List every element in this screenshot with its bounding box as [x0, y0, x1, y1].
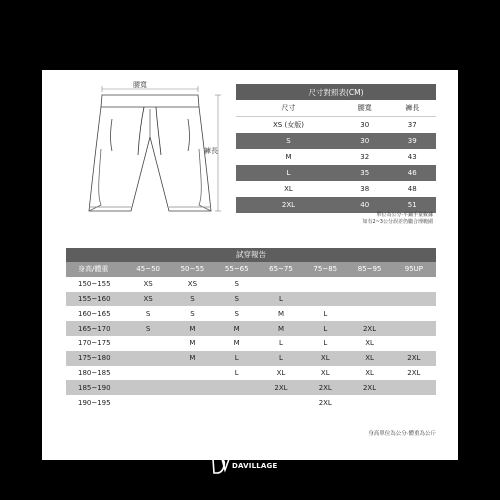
table-cell: M — [170, 336, 214, 351]
table-cell: XL — [303, 351, 347, 366]
table-cell: 2XL — [347, 321, 391, 336]
brand-logo — [212, 458, 292, 474]
table-cell: XL — [303, 366, 347, 381]
table-row — [66, 351, 436, 366]
length-header: 褲長 — [388, 100, 436, 117]
table-cell: 46 — [388, 165, 436, 181]
table-row — [66, 277, 436, 292]
note-line: 單位為公分·平鋪手量數據 — [376, 212, 433, 218]
table-cell: 165~170 — [66, 321, 126, 336]
table-cell: S — [126, 321, 170, 336]
shorts-diagram — [75, 77, 225, 217]
table-cell — [347, 292, 391, 307]
table-row — [236, 165, 436, 181]
table-cell: 40 — [341, 197, 389, 213]
table-cell — [392, 292, 436, 307]
table-cell — [259, 395, 303, 410]
table-row — [66, 321, 436, 336]
table-cell: S — [215, 277, 259, 292]
fit-report — [66, 248, 436, 410]
waist-label: 腰寬 — [133, 81, 147, 89]
table-cell — [347, 277, 391, 292]
table-row — [236, 133, 436, 149]
table-cell: 160~165 — [66, 306, 126, 321]
table-cell: L — [215, 366, 259, 381]
table-cell — [126, 380, 170, 395]
table-cell — [170, 395, 214, 410]
table-cell: M — [215, 321, 259, 336]
size-chart-table — [236, 84, 436, 213]
table-cell: S — [215, 292, 259, 307]
note-line: 如有2~3公分誤差仍屬合理範圍 — [362, 219, 433, 225]
table-cell: XL — [347, 366, 391, 381]
table-cell — [215, 395, 259, 410]
table-cell: 180~185 — [66, 366, 126, 381]
table-cell: 2XL — [347, 380, 391, 395]
table-cell: 37 — [388, 117, 436, 134]
column-header: 55~65 — [215, 262, 259, 277]
table-cell: S — [236, 133, 341, 149]
table-cell: 175~180 — [66, 351, 126, 366]
table-cell — [126, 336, 170, 351]
table-cell: 170~175 — [66, 336, 126, 351]
table-cell: L — [236, 165, 341, 181]
size-chart-title: 尺寸對照表(CM) — [236, 84, 436, 100]
table-cell: S — [170, 306, 214, 321]
table-cell — [170, 380, 214, 395]
column-header: 95UP — [392, 262, 436, 277]
table-cell: M — [170, 351, 214, 366]
table-cell: 39 — [388, 133, 436, 149]
table-cell: S — [215, 306, 259, 321]
column-header: 85~95 — [347, 262, 391, 277]
table-cell — [303, 277, 347, 292]
table-cell: XL — [236, 181, 341, 197]
column-header: 45~50 — [126, 262, 170, 277]
column-header: 身高/體重 — [66, 262, 126, 277]
table-row — [66, 336, 436, 351]
size-chart-note — [236, 212, 433, 226]
table-row — [66, 380, 436, 395]
table-row — [66, 306, 436, 321]
table-cell — [259, 277, 303, 292]
table-cell: L — [259, 292, 303, 307]
table-cell: L — [259, 336, 303, 351]
table-cell: 2XL — [236, 197, 341, 213]
table-cell: XL — [347, 351, 391, 366]
table-cell: M — [170, 321, 214, 336]
table-cell — [347, 395, 391, 410]
table-cell — [392, 395, 436, 410]
fit-report-table — [66, 262, 436, 410]
table-row — [236, 197, 436, 213]
table-cell: 155~160 — [66, 292, 126, 307]
table-cell: XL — [259, 366, 303, 381]
table-cell — [126, 395, 170, 410]
table-row — [66, 366, 436, 381]
column-header: 50~55 — [170, 262, 214, 277]
column-header: 75~85 — [303, 262, 347, 277]
table-cell — [392, 321, 436, 336]
table-cell — [303, 292, 347, 307]
table-cell: XS (女版) — [236, 117, 341, 134]
table-cell: 35 — [341, 165, 389, 181]
table-row — [236, 149, 436, 165]
size-header: 尺寸 — [236, 100, 341, 117]
table-cell: XL — [347, 336, 391, 351]
table-cell: L — [303, 321, 347, 336]
table-cell: M — [259, 321, 303, 336]
table-cell — [392, 336, 436, 351]
table-header-row — [66, 262, 436, 277]
davillage-logo-icon — [212, 458, 230, 474]
table-cell: 190~195 — [66, 395, 126, 410]
table-cell: M — [215, 336, 259, 351]
table-cell — [170, 366, 214, 381]
fit-report-note: 身高單位為公分·體重為公斤 — [368, 431, 436, 437]
table-cell — [392, 306, 436, 321]
table-cell: 2XL — [392, 351, 436, 366]
table-cell: XS — [170, 277, 214, 292]
table-cell: 30 — [341, 117, 389, 134]
table-cell: 48 — [388, 181, 436, 197]
table-cell: 150~155 — [66, 277, 126, 292]
table-cell — [126, 366, 170, 381]
table-cell: L — [215, 351, 259, 366]
brand-name: DAVILLAGE — [232, 462, 278, 470]
table-cell — [392, 277, 436, 292]
waist-header: 腰寬 — [341, 100, 389, 117]
table-cell: 38 — [341, 181, 389, 197]
table-cell: M — [236, 149, 341, 165]
table-cell: L — [259, 351, 303, 366]
table-cell — [215, 380, 259, 395]
table-cell: 2XL — [303, 380, 347, 395]
table-row — [236, 117, 436, 134]
table-cell: M — [259, 306, 303, 321]
table-cell: 32 — [341, 149, 389, 165]
table-row — [236, 181, 436, 197]
table-cell: 51 — [388, 197, 436, 213]
length-label: 褲長 — [204, 147, 218, 155]
table-cell: XS — [126, 292, 170, 307]
table-cell: S — [170, 292, 214, 307]
table-cell — [392, 380, 436, 395]
column-header: 65~75 — [259, 262, 303, 277]
table-row — [66, 292, 436, 307]
table-cell: XS — [126, 277, 170, 292]
table-cell — [347, 306, 391, 321]
table-cell: 185~190 — [66, 380, 126, 395]
table-cell: 43 — [388, 149, 436, 165]
table-cell: L — [303, 306, 347, 321]
table-cell: 30 — [341, 133, 389, 149]
table-cell: 2XL — [303, 395, 347, 410]
table-cell: 2XL — [259, 380, 303, 395]
fit-report-title: 試穿報告 — [66, 248, 436, 262]
table-cell: L — [303, 336, 347, 351]
table-cell — [126, 351, 170, 366]
table-cell: 2XL — [392, 366, 436, 381]
table-row — [66, 395, 436, 410]
table-cell: S — [126, 306, 170, 321]
